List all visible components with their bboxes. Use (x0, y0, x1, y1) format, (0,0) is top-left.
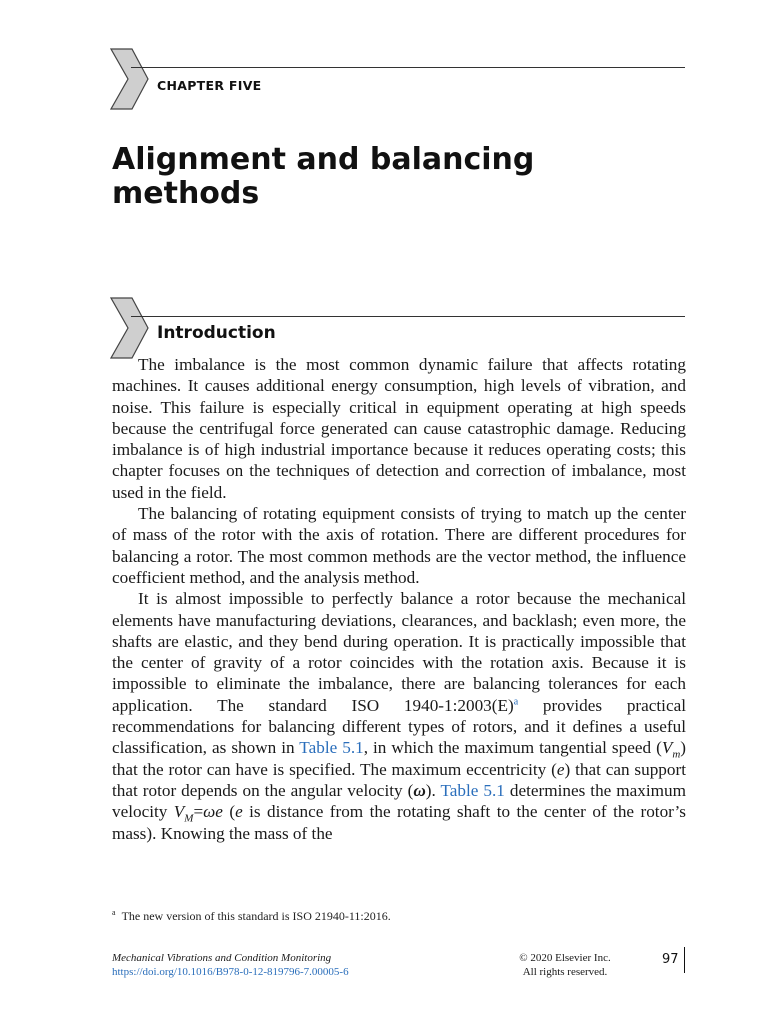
section-title: Introduction (157, 323, 276, 343)
paragraph: The imbalance is the most common dynamic failure that affects rotating machines. It causes additional energy consumption, high levels of vibration, and noise. This failure is especially critical in equipment operating at high speeds because the centrifugal force generated can cause catastrophic damage. Reducing imbalance is of high industrial importance because it reduces operating costs; this chapter focuses on the techniques of detection and correction of imbalance, most used in the field. (112, 355, 686, 502)
paragraph: The balancing of rotating equipment consists of trying to match up the center of mass of the rotor with the axis of rotation. There are different procedures for balancing a rotor. The most common methods are the vector method, the influence coefficient method, and the analysis method. (112, 504, 686, 587)
chapter-chevron-icon (110, 48, 150, 110)
footnote (112, 908, 391, 924)
section-chevron-icon (110, 297, 150, 359)
paragraph: It is almost impossible to perfectly balance a rotor because the mechanical elements have manufacturing deviations, clearances, and backlash; even more, the shafts are elastic, and they bend during operation. It is practically impossible that the center of gravity of a rotor coincides with the rotation axis. Because it is impossible to eliminate the imbalance, there are balancing tolerances for each application. The standard ISO 1940-1:2003(E)$^a$ provides practical recommendations for balancing different types of rotors, and it defines a useful classification, as shown in Table 5.1, in which the maximum tangential speed $(V_m)$ that the rotor can have is specified. The maximum eccentricity (e) that can support that rotor depends on the angular velocity (ω). Table 5.1 determines the maximum velocity $V_M=\omega e$ (e is distance from the rotating shaft to the center of the rotor’s mass). Knowing the mass of the (112, 589, 686, 843)
section-rule (131, 316, 685, 317)
footer-copyright (500, 951, 630, 979)
table-5-1-link[interactable]: Table 5.1 (440, 780, 505, 800)
body-text (112, 354, 686, 844)
book-title: Mechanical Vibrations and Condition Monitoring (112, 952, 332, 964)
doi-link[interactable]: https://doi.org/10.1016/B978-0-12-819796-7.00005-6 (112, 966, 349, 978)
footnote-text: The new version of this standard is ISO 21940-11:2016. (121, 909, 391, 923)
table-5-1-link[interactable]: Table 5.1 (299, 738, 364, 758)
chapter-label: CHAPTER FIVE (157, 78, 262, 93)
chapter-title: Alignment and balancing methods (112, 142, 535, 211)
footer-citation (112, 951, 349, 979)
rights-text: All rights reserved. (522, 966, 608, 978)
footnote-marker[interactable]: a (513, 696, 519, 708)
footnote-label: a (112, 908, 116, 917)
page-number: 97 (662, 952, 679, 967)
page-number-bar (684, 947, 685, 973)
copyright-text: © 2020 Elsevier Inc. (519, 952, 611, 964)
chapter-rule (131, 67, 685, 68)
